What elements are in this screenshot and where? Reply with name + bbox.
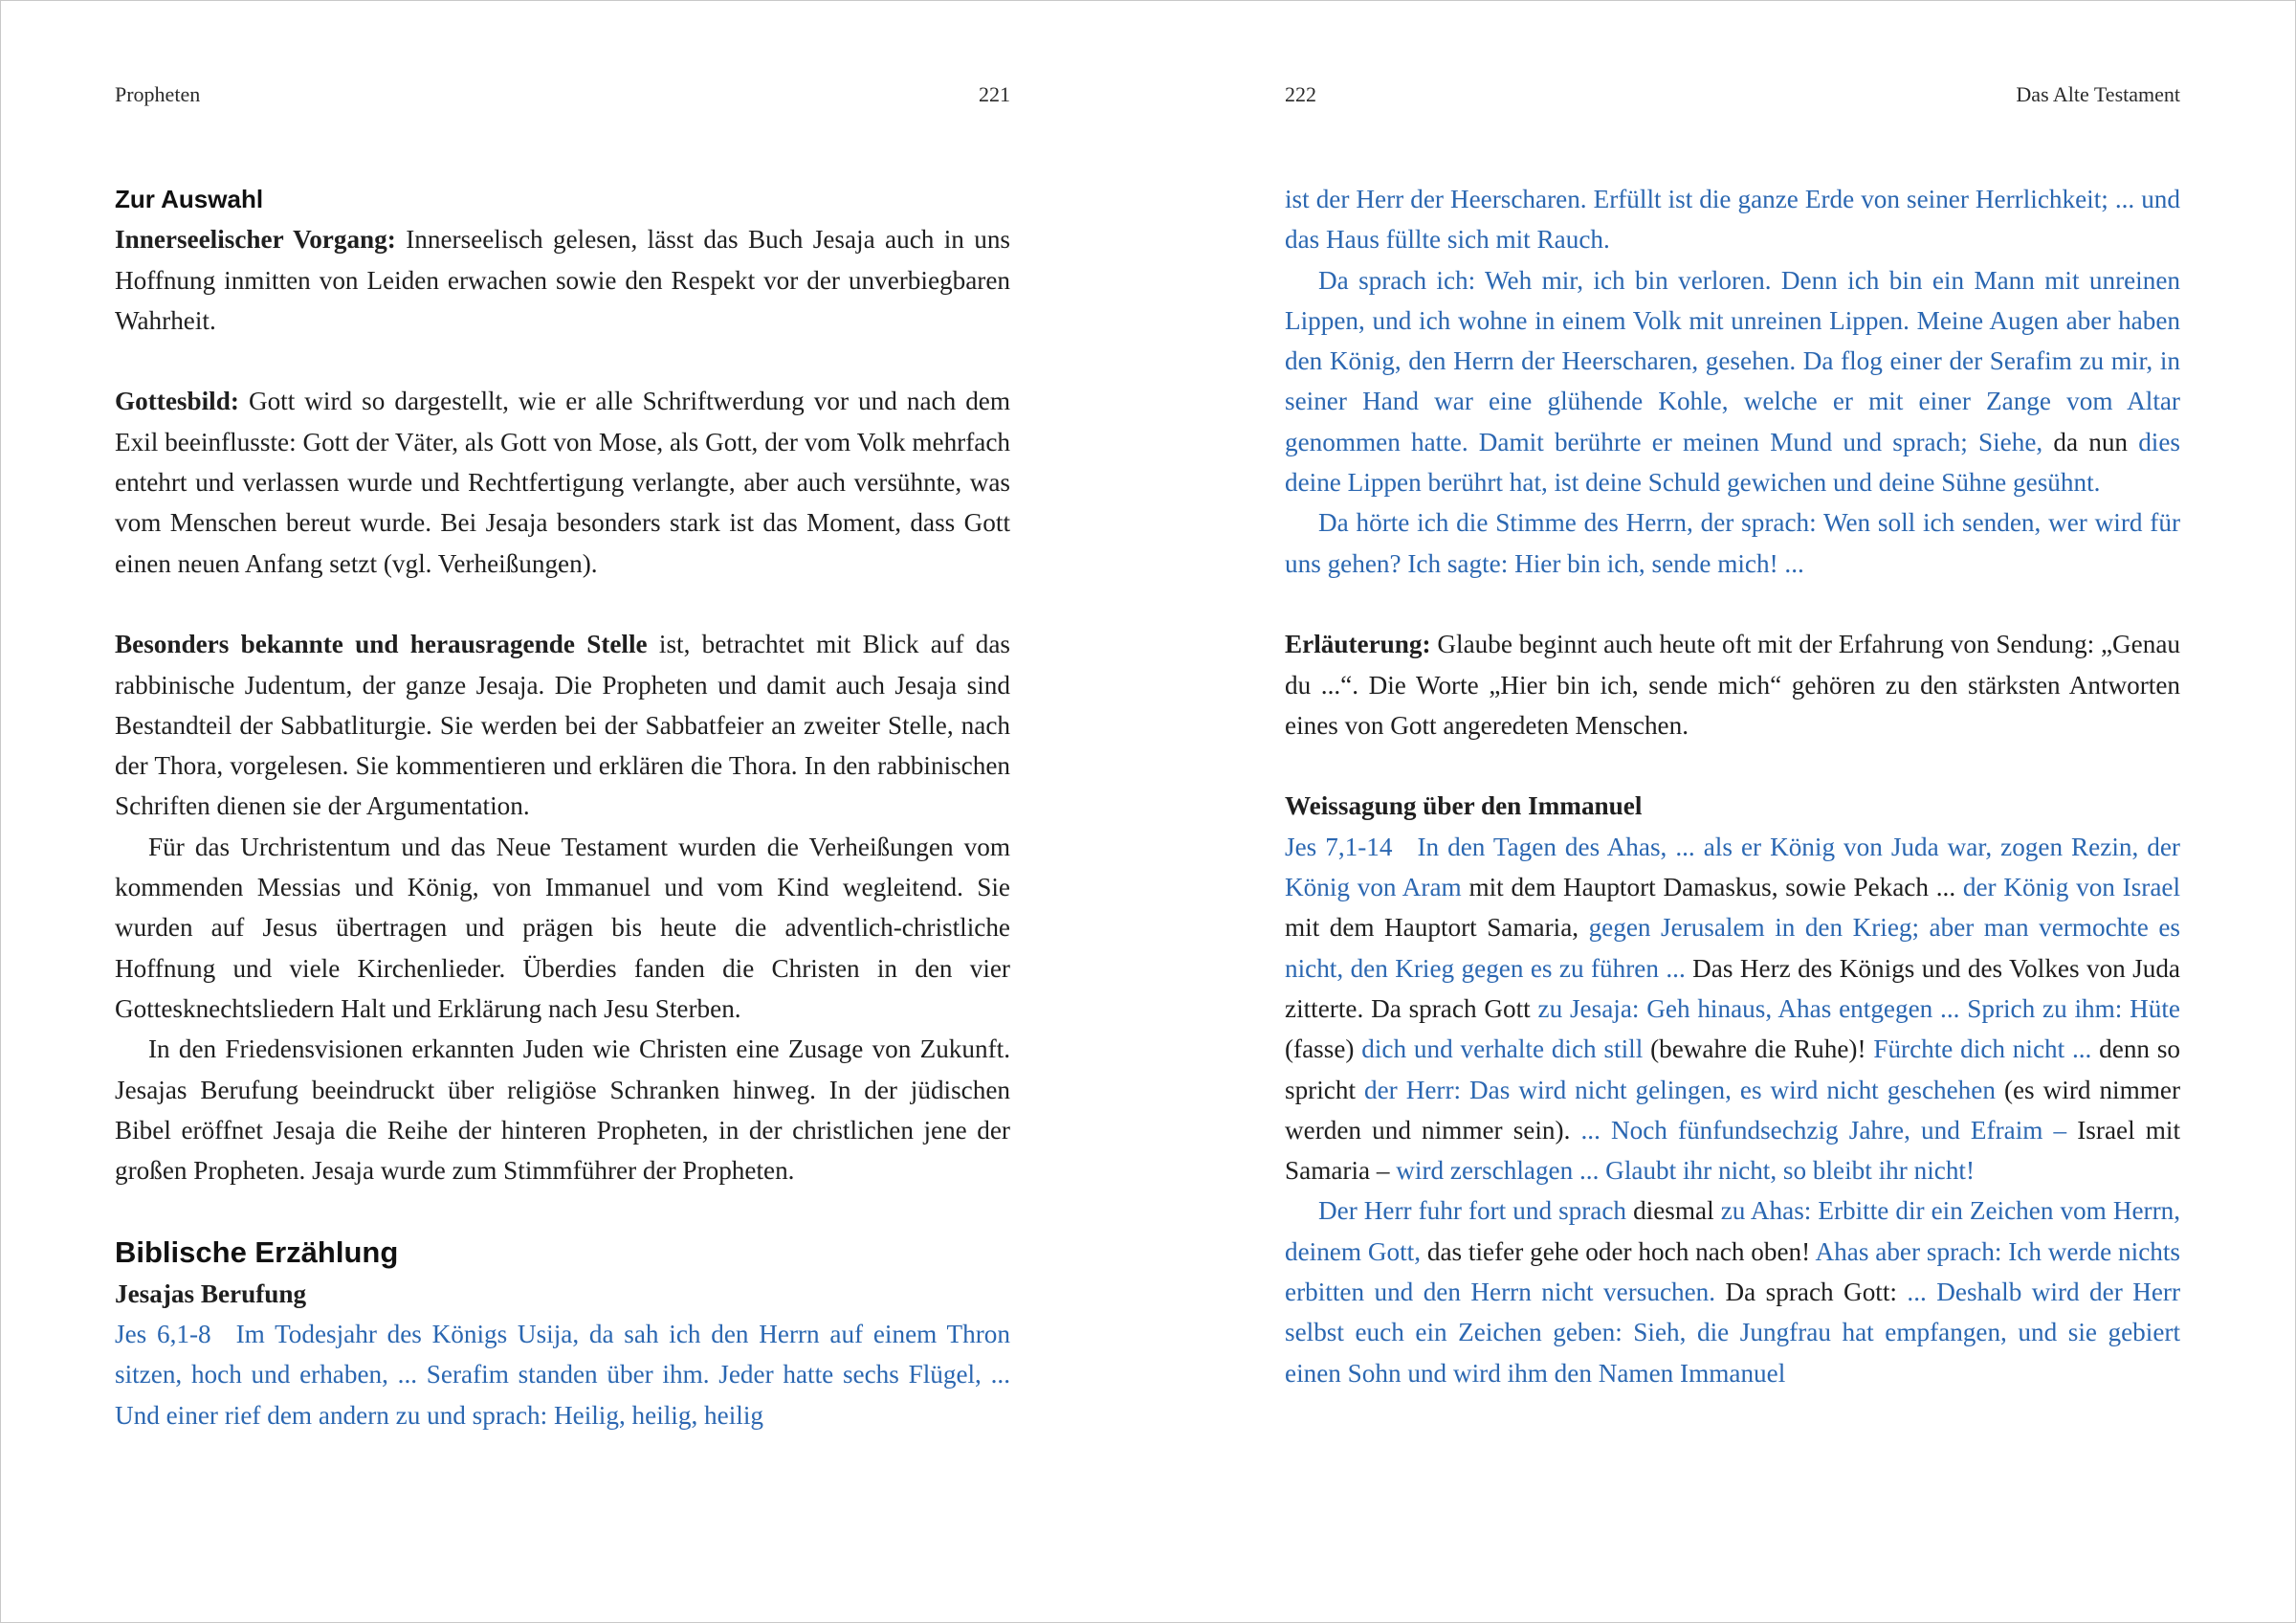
bible-quote: In den Tagen des Ahas, ... als er König von Juda war, zogen Rezin, der König von Aram [1285,832,2180,902]
subheading-calling: Jesajas Berufung [115,1278,307,1308]
subheading-immanuel: Weissagung über den Immanuel [1285,791,1643,821]
paragraph-immanuel-quote [1285,827,2180,1191]
section-heading-selection: Zur Auswahl [115,185,264,213]
paragraph-peace-visions: In den Friedensvisionen erkannten Juden wie Christen eine Zusage von Zukunft. Jesajas Berufung beeindruckt über religiöse Schranken hinweg. In der jüdischen Bibel eröffnet Jesaja die Reihe der hinteren Propheten, in der christlichen jene der großen Propheten. Jesaja wurde zum Stimmführer der Propheten. [115,1034,1010,1186]
label-inner-process: Innerseelischer Vorgang: [115,225,396,255]
editorial-text: Das Herz des Königs und des Volkes von Juda zitterte. Da sprach Gott [1285,953,2181,1023]
paragraph-image-of-god [115,381,1010,583]
editorial-text: mit dem Hauptort Samaria, [1285,913,1579,943]
paragraph-explanation [1285,624,2180,745]
editorial-text: (bewahre die Ruhe)! [1650,1034,1866,1064]
right-page-body [1285,179,2180,1393]
page-number: 222 [1285,82,1316,106]
bible-quote: der König von Israel [1962,873,2181,902]
paragraph-calling-quote [115,1314,1010,1435]
label-explanation: Erläuterung: [1285,630,1431,659]
bible-quote: Im Todesjahr des Königs Usija, da sah ich den Herrn auf einem Thron sitzen, hoch und erhaben, ... Serafim standen über ihm. Jeder hatte sechs Flügel, ... Und einer rief dem andern zu und sprach: Heilig, heilig, heilig [115,1320,1010,1430]
bible-quote: wird zerschlagen ... Glaubt ihr nicht, so bleibt ihr nicht! [1396,1156,1976,1186]
chapter-title: Das Alte Testament [2016,82,2180,106]
bible-quote: Ahas aber sprach: Ich werde nichts erbitten und den Herrn nicht versuchen. [1285,1236,2180,1307]
bible-reference: Jes 6,1-8 [115,1320,211,1349]
bible-quote: ... Deshalb wird der Herr selbst euch ein Zeichen geben: Sieh, die Jungfrau hat empfangen, und sie gebiert einen Sohn und wird ihm den Namen Immanuel [1285,1278,2181,1388]
paragraph-known-passage [115,624,1010,826]
section-heading-narrative: Biblische Erzählung [115,1234,399,1269]
editorial-text: (fasse) [1285,1034,1355,1064]
paragraph-quote-continued: ist der Herr der Heerscharen. Erfüllt ist die ganze Erde von seiner Herrlichkeit; ... und das Haus füllte sich mit Rauch. [1285,185,2180,255]
page-number: 221 [979,82,1010,106]
bible-quote: Da sprach ich: Weh mir, ich bin verloren. Denn ich bin ein Mann mit unreinen Lippen, und ich wohne in einem Volk mit unreinen Lippen. Meine Augen aber haben den König, den Herrn der Heerscharen, gesehen. Da flog einer der Serafim zu mir, in seiner Hand war eine glühende Kohle, welche er mit einer Zange vom Altar genommen hatte. Damit berührte er meinen Mund und sprach; Siehe, [1285,265,2180,456]
bible-quote: gegen Jerusalem in den Krieg; aber man vermochte es nicht, den Krieg gegen es zu führen ... [1285,913,2180,983]
left-page-body [115,179,1010,1435]
text-inner-process: Innerseelisch gelesen, lässt das Buch Jesaja auch in uns Hoffnung inmitten von Leiden erwachen sowie den Respekt vor der unverbiegbaren Wahrheit. [115,225,1011,335]
label-image-of-god: Gottesbild: [115,387,239,416]
editorial-text: denn so spricht [1285,1034,2181,1104]
bible-quote: der Herr: Das wird nicht gelingen, es wird nicht geschehen [1364,1075,1996,1104]
text-explanation: Glaube beginnt auch heute oft mit der Erfahrung von Sendung: „Genau du ...“. Die Worte „Hier bin ich, sende mich“ gehören zu den stärksten Antworten eines von Gott angeredeten Menschen. [1285,630,2181,740]
editorial-text: diesmal [1633,1196,1714,1226]
bible-quote: Fürchte dich nicht ... [1873,1034,2092,1064]
bible-quote: dies deine Lippen berührt hat, ist deine Schuld gewichen und deine Sühne gesühnt. [1285,427,2180,498]
paragraph-early-christianity: Für das Urchristentum und das Neue Testament wurden die Verheißungen vom kommenden Messias und König, von Immanuel und vom Kind wegleitend. Sie wurden auf Jesus übertragen und prägen bis heute die adventlich-christliche Hoffnung und viele Kirchenlieder. Überdies fanden die Christen in den vier Gottesknechtsliedern Halt und Erklärung nach Jesu Sterben. [115,832,1010,1023]
paragraph-sign-quote [1285,1190,2180,1392]
bible-quote: zu Ahas: Erbitte dir ein Zeichen vom Herrn, deinem Gott, [1285,1196,2181,1266]
bible-quote: ... Noch fünfundsechzig Jahre, und Efraim – [1580,1115,2067,1145]
chapter-title: Propheten [115,82,201,106]
text-known-passage: ist, betrachtet mit Blick auf das rabbinische Judentum, der ganze Jesaja. Die Propheten und damit auch Jesaja sind Bestandteil der Sabbatliturgie. Sie werden bei der Sabbatfeier an zweiter Stelle, nach der Thora, vorgelesen. Sie kommentieren und erklären die Thora. In den rabbinischen Schriften dienen sie der Argumentation. [115,630,1010,821]
bible-quote: Der Herr fuhr fort und sprach [1318,1196,1627,1226]
paragraph-quote-woe [1285,260,2180,503]
text-image-of-god: Gott wird so dargestellt, wie er alle Schriftwerdung vor und nach dem Exil beeinflusste: Gott der Väter, als Gott von Mose, als Gott, der vom Volk mehrfach entehrt und verlassen wurde und Rechtfertigung verlangte, aber auch versühnte, was vom Menschen bereut wurde. Bei Jesaja besonders stark ist das Moment, dass Gott einen neuen Anfang setzt (vgl. Verheißungen). [115,387,1011,578]
paragraph-inner-process [115,219,1010,341]
editorial-insertion: da nun [2053,427,2129,456]
label-known-passage: Besonders bekannte und herausragende Stelle [115,630,648,659]
editorial-text: das tiefer gehe oder hoch nach oben! [1426,1236,1811,1266]
bible-quote: zu Jesaja: Geh hinaus, Ahas entgegen ... Sprich zu ihm: Hüte [1537,993,2180,1023]
bible-reference: Jes 7,1-14 [1285,832,1393,861]
paragraph-quote-send-me: Da hörte ich die Stimme des Herrn, der sprach: Wen soll ich senden, wer wird für uns gehen? Ich sagte: Hier bin ich, sende mich! ... [1285,508,2180,578]
editorial-text: Israel mit Samaria – [1285,1115,2181,1186]
editorial-text: mit dem Hauptort Damaskus, sowie Pekach ... [1468,873,1956,902]
bible-quote: dich und verhalte dich still [1361,1034,1644,1064]
editorial-text: Da sprach Gott: [1725,1278,1897,1307]
editorial-text: (es wird nimmer werden und nimmer sein). [1285,1075,2181,1145]
